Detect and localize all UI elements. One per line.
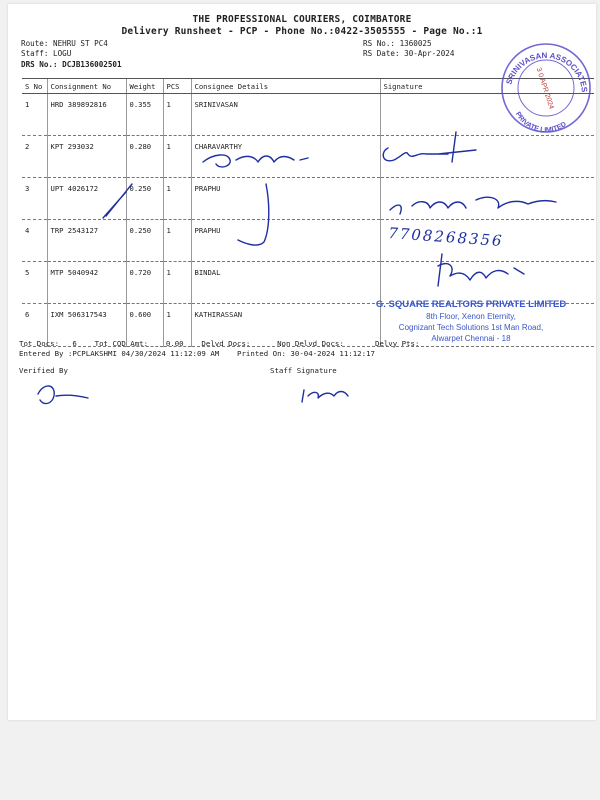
cell-weight: 0.600: [126, 304, 163, 347]
cell-sno: 6: [22, 304, 47, 347]
cell-consignee: KATHIRASSAN: [191, 304, 380, 347]
signature-row3-sign: [390, 197, 556, 214]
col-header-sno: S No: [22, 79, 47, 94]
staff-signature: [302, 390, 348, 402]
entered-by-line: Entered By :PCPLAKSHMI 04/30/2024 11:12:09 AM Printed On: 30-04-2024 11:12:17: [19, 349, 375, 358]
runsheet-page: [8, 4, 596, 720]
drs-field: DRS No.: DCJB136002501: [21, 60, 122, 69]
stamp-address-line3: Alwarpet Chennai - 18: [431, 334, 511, 343]
rs-date: RS Date: 30-Apr-2024: [363, 49, 455, 58]
runsheet-subtitle: Delivery Runsheet - PCP - Phone No.:0422-3505555 - Page No.:1: [121, 26, 483, 37]
col-header-signature: Signature: [380, 79, 594, 94]
signature-row2-sign: [383, 132, 476, 162]
handwritten-phone: 7708268356: [387, 224, 505, 251]
verified-by-signature: [38, 386, 88, 404]
col-header-weight: Weight: [126, 79, 163, 94]
company-stamp: [376, 299, 567, 343]
cell-consignment: TRP 2543127: [47, 220, 126, 262]
seal-date: 3 0 APR 2024: [534, 66, 555, 111]
col-header-consignment: Consignment No: [47, 79, 126, 94]
round-seal-stamp: [502, 44, 590, 134]
cell-weight: 0.250: [126, 178, 163, 220]
cell-consignment: KPT 293032: [47, 136, 126, 178]
cell-consignment: HRD 389892816: [47, 94, 126, 136]
cell-sno: 4: [22, 220, 47, 262]
verified-by-label: Verified By: [19, 366, 68, 375]
cell-weight: 0.250: [126, 220, 163, 262]
route-field: Route: NEHRU ST PC4: [21, 39, 108, 48]
cell-pcs: 1: [163, 94, 191, 136]
cell-consignee: CHARAVARTHY: [191, 136, 380, 178]
staff-signature-label: Staff Signature: [270, 366, 337, 375]
cell-weight: 0.720: [126, 262, 163, 304]
cell-consignee: PRAPHU: [191, 220, 380, 262]
annotations-overlay: [8, 4, 596, 424]
cell-weight: 0.280: [126, 136, 163, 178]
cell-pcs: 1: [163, 220, 191, 262]
signature-row3-bracket: [238, 184, 269, 245]
rs-number: RS No.: 1360025: [363, 39, 432, 48]
seal-top-text: SRINIVASAN ASSOCIATES: [504, 50, 590, 93]
col-header-pcs: PCS: [163, 79, 191, 94]
cell-pcs: 1: [163, 136, 191, 178]
cell-sno: 2: [22, 136, 47, 178]
cell-consignee: PRAPHU: [191, 178, 380, 220]
cell-pcs: 1: [163, 304, 191, 347]
staff-field: Staff: LOGU: [21, 49, 72, 58]
cell-sno: 1: [22, 94, 47, 136]
seal-bottom-text: PRIVATE LIMITED: [513, 110, 568, 135]
svg-text:PRIVATE LIMITED: [514, 111, 568, 134]
cell-weight: 0.355: [126, 94, 163, 136]
signature-row5-sign: [438, 254, 524, 286]
totals-line: Tot Docs: 6 Tot COD Amt: 0.00 Delvd Docs: Non Delvd Docs: Delvy Pts:: [19, 339, 420, 348]
cell-consignment: MTP 5040942: [47, 262, 126, 304]
cell-consignment: UPT 4026172: [47, 178, 126, 220]
col-header-consignee: Consignee Details: [191, 79, 380, 94]
signature-row3-tick: [103, 184, 132, 218]
stamp-address-line1: 8th Floor, Xenon Eternity,: [426, 312, 516, 321]
cell-pcs: 1: [163, 178, 191, 220]
cell-consignee: SRINIVASAN: [191, 94, 380, 136]
cell-consignment: IXM 506317543: [47, 304, 126, 347]
cell-pcs: 1: [163, 262, 191, 304]
signature-row2-scribble: [203, 155, 308, 167]
cell-sno: 5: [22, 262, 47, 304]
company-title: THE PROFESSIONAL COURIERS, COIMBATORE: [192, 14, 412, 25]
stamp-address-line2: Cognizant Tech Solutions 1st Man Road,: [398, 323, 544, 332]
stamp-company-name: G. SQUARE REALTORS PRIVATE LIMITED: [375, 299, 567, 310]
cell-consignee: BINDAL: [191, 262, 380, 304]
cell-sno: 3: [22, 178, 47, 220]
